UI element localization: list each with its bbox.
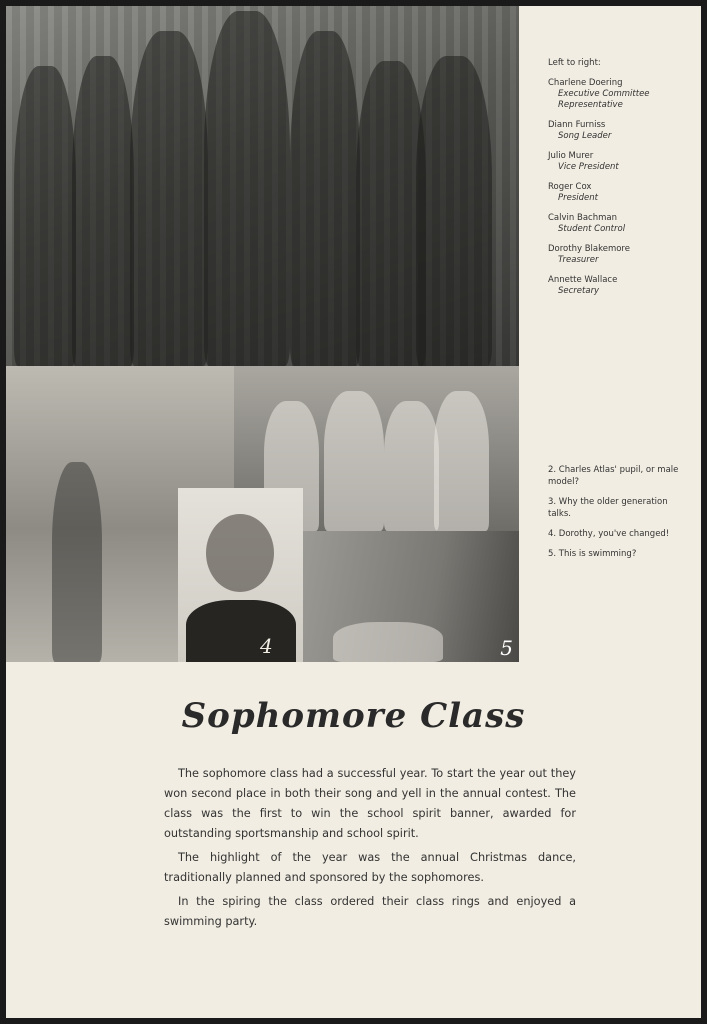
photo-note: 5. This is swimming? — [548, 549, 637, 559]
caption-role: Song Leader — [558, 131, 612, 141]
caption-role: Secretary — [558, 286, 600, 296]
caption-name: Roger Cox — [548, 182, 592, 192]
officer-captions — [548, 58, 698, 306]
photo-dorothy-portrait — [178, 488, 303, 662]
photo-note: 4. Dorothy, you've changed! — [548, 529, 670, 539]
photo-note: 3. Why the older generation talks. — [548, 497, 668, 519]
caption-entry — [548, 244, 698, 266]
caption-name: Annette Wallace — [548, 275, 618, 285]
article-body — [164, 764, 576, 936]
photo-number-4: 4 — [260, 634, 273, 658]
caption-role: Vice President — [558, 162, 619, 172]
paragraph: In the spiring the class ordered their class rings and enjoyed a swimming party. — [164, 895, 576, 928]
photo-number-5: 5 — [500, 636, 513, 660]
group-photo — [6, 6, 519, 366]
photo-note: 2. Charles Atlas' pupil, or male model? — [548, 465, 679, 487]
caption-name: Diann Furniss — [548, 120, 606, 130]
caption-role: Student Control — [558, 224, 626, 234]
caption-entry — [548, 213, 698, 235]
caption-entry — [548, 275, 698, 297]
page-title: Sophomore Class — [181, 696, 526, 736]
caption-role: President — [558, 193, 598, 203]
caption-entry — [548, 182, 698, 204]
yearbook-page — [6, 6, 701, 1018]
caption-name: Dorothy Blakemore — [548, 244, 630, 254]
caption-entry — [548, 120, 698, 142]
caption-name: Charlene Doering — [548, 78, 623, 88]
caption-name: Julio Murer — [548, 151, 594, 161]
photo-notes — [548, 464, 688, 568]
paragraph: The sophomore class had a successful year. To start the year out they won second place in both their song and yell in the annual contest. The class was the first to win the school spirit banner, awarded for outstanding sportsmanship and school spirit. — [164, 767, 576, 840]
caption-entry — [548, 151, 698, 173]
photo-swimming — [303, 531, 519, 662]
caption-role: Treasurer — [558, 255, 599, 265]
caption-name: Calvin Bachman — [548, 213, 617, 223]
caption-heading: Left to right: — [548, 58, 601, 68]
paragraph: The highlight of the year was the annual Christmas dance, traditionally planned and sponsored by the sophomores. — [164, 851, 576, 884]
caption-entry — [548, 78, 698, 111]
caption-role: Executive Committee Representative — [558, 89, 650, 110]
